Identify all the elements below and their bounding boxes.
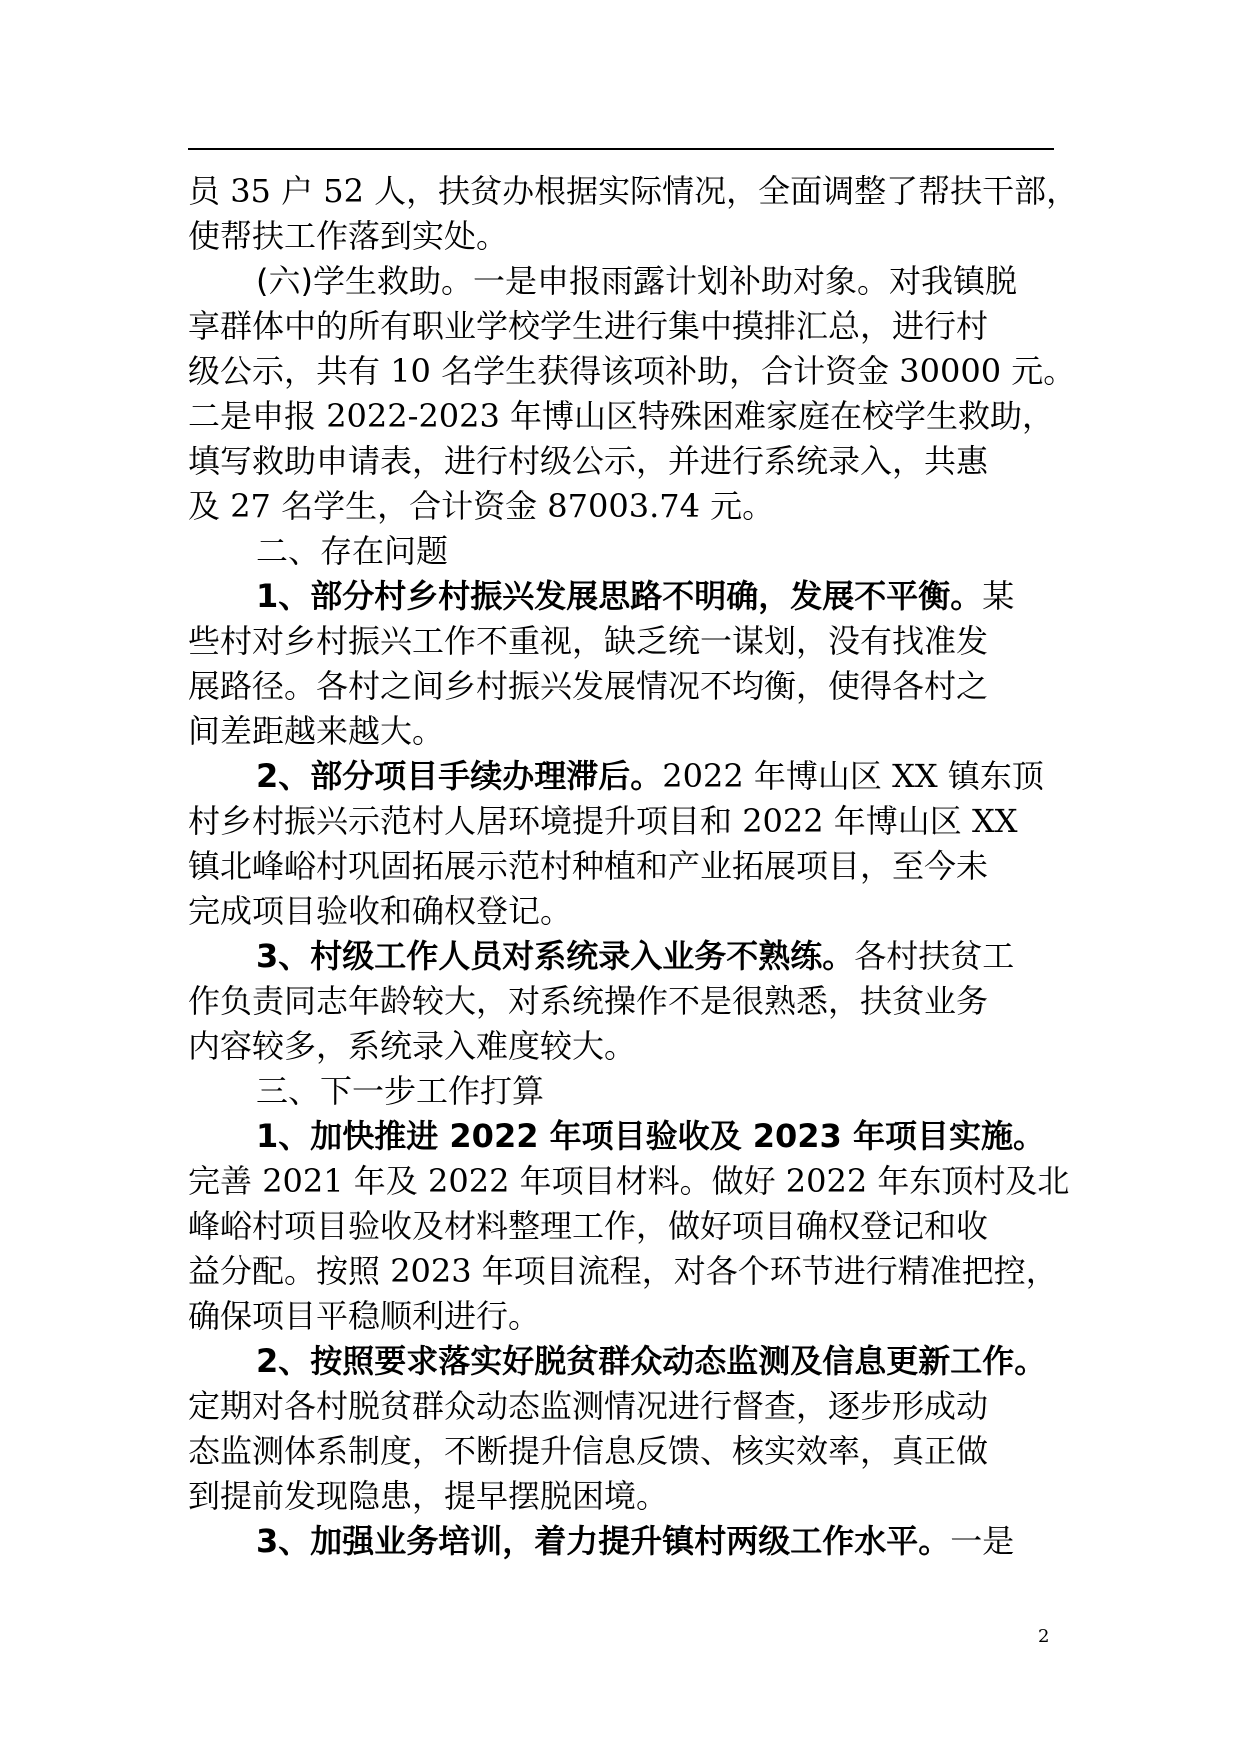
text-run: 2022 [742,802,824,840]
text-line [188,1473,668,1519]
text-line [188,663,988,709]
text-run: 年及 [343,1162,428,1200]
text-line [256,1113,1045,1159]
page-number: 2 [1038,1626,1050,1647]
text-line [188,978,988,1024]
text-run: 作负责同志年龄较大，对系统操作不是很熟悉，扶贫业务 [188,982,989,1020]
text-line [188,798,1018,844]
text-line [188,1203,988,1249]
text-line [188,348,1075,394]
text-line [256,933,1014,979]
text-line [188,438,988,484]
text-line [188,1383,988,1429]
text-run: 年博山区 [823,802,972,840]
text-line [188,393,1054,439]
text-run: 名学生获得该项补助，合计资金 [430,352,900,390]
text-run: 间差距越来越大。 [188,712,445,750]
text-run: 52 [323,172,364,210]
text-line [256,1068,544,1114]
text-line [188,1158,1069,1204]
text-run: 峰峪村项目验收及材料整理工作，做好项目确权登记和收 [188,1207,989,1245]
text-run: 2022-2023 [326,397,500,435]
text-line [256,753,1044,799]
text-line [256,1338,1046,1384]
text-run: 户 [270,172,324,210]
text-run: 30000 [899,352,1002,390]
text-line [188,843,988,889]
text-run: 镇东顶 [937,757,1044,795]
text-line [188,1248,1058,1294]
text-line [188,303,988,349]
text-run: 元。 [699,487,775,525]
text-run: 年东顶村及北 [867,1162,1070,1200]
text-run: 员 [188,172,231,210]
text-run: 2021 [262,1162,344,1200]
text-run: 人，扶贫办根据实际情况，全面调整了帮扶干部， [363,172,1079,210]
text-run: 二、存在问题 [256,532,449,570]
bold-heading-text: 3、加强业务培训，着力提升镇村两级工作水平。 [256,1522,951,1560]
text-run: 完善 [188,1162,263,1200]
text-run: 某 [982,577,1015,615]
text-run: 35 [230,172,271,210]
text-run: 各村扶贫工 [854,937,1015,975]
text-run: 级公示，共有 [188,352,391,390]
text-run: 到提前发现隐患，提早摆脱困境。 [188,1477,669,1515]
text-line [188,1428,988,1474]
text-line [188,708,444,754]
text-run: 完成项目验收和确权登记。 [188,892,573,930]
text-line [256,528,448,574]
text-run: 些村对乡村振兴工作不重视，缺乏统一谋划，没有找准发 [188,622,989,660]
text-run: 填写救助申请表，进行村级公示，并进行系统录入，共惠 [188,442,989,480]
text-run: 使帮扶工作落到实处。 [188,217,509,255]
text-run: 年项目流程，对各个环节进行精准把控， [471,1252,1058,1290]
text-line [256,1518,1014,1564]
bold-heading-text: 2、按照要求落实好脱贫群众动态监测及信息更新工作。 [256,1342,1047,1380]
text-run: 定期对各村脱贫群众动态监测情况进行督查，逐步形成动 [188,1387,989,1425]
text-run: 村乡村振兴示范村人居环境提升项目和 [188,802,743,840]
text-run: XX [892,757,938,795]
text-line [188,1023,636,1069]
bold-heading-text: 2、部分项目手续办理滞后。 [256,757,663,795]
text-run: 2022 [662,757,744,795]
text-line [188,618,988,664]
text-run: 年项目材料。做好 [509,1162,786,1200]
text-run: 年博山区特殊困难家庭在校学生救助， [499,397,1055,435]
text-run: 态监测体系制度，不断提升信息反馈、核实效率，真正做 [188,1432,989,1470]
bold-heading-text: 1、部分村乡村振兴发展思路不明确，发展不平衡。 [256,577,983,615]
text-line [188,483,774,529]
text-line [256,258,1017,304]
text-line [188,888,572,934]
text-run: 内容较多，系统录入难度较大。 [188,1027,637,1065]
text-run: XX [971,802,1018,840]
text-run: 及 [188,487,231,525]
text-run: (六)学生救助。一是申报雨露计划补助对象。对我镇脱 [256,262,1017,300]
text-run: 三、下一步工作打算 [256,1072,545,1110]
text-line [188,213,508,259]
text-run: 2023 [390,1252,472,1290]
text-run: 镇北峰峪村巩固拓展示范村种植和产业拓展项目，至今未 [188,847,989,885]
bold-heading-text: 3、村级工作人员对系统录入业务不熟练。 [256,937,855,975]
text-line [188,1293,540,1339]
text-line [188,168,1078,214]
header-rule [188,148,1054,150]
text-run: 一是 [950,1522,1015,1560]
text-run: 27 [230,487,271,525]
text-run: 2022 [785,1162,868,1200]
text-run: 名学生，合计资金 [270,487,548,525]
text-run: 二是申报 [188,397,327,435]
text-run: 87003.74 [547,487,700,525]
text-run: 年博山区 [743,757,893,795]
bold-heading-text: 1、加快推进 2022 年项目验收及 2023 年项目实施。 [256,1117,1045,1155]
text-run: 2022 [427,1162,510,1200]
text-run: 10 [390,352,431,390]
text-run: 确保项目平稳顺利进行。 [188,1297,541,1335]
text-run: 益分配。按照 [188,1252,391,1290]
text-run: 享群体中的所有职业学校学生进行集中摸排汇总，进行村 [188,307,989,345]
text-run: 元。 [1001,352,1076,390]
text-line [256,573,1014,619]
text-run: 展路径。各村之间乡村振兴发展情况不均衡，使得各村之 [188,667,989,705]
